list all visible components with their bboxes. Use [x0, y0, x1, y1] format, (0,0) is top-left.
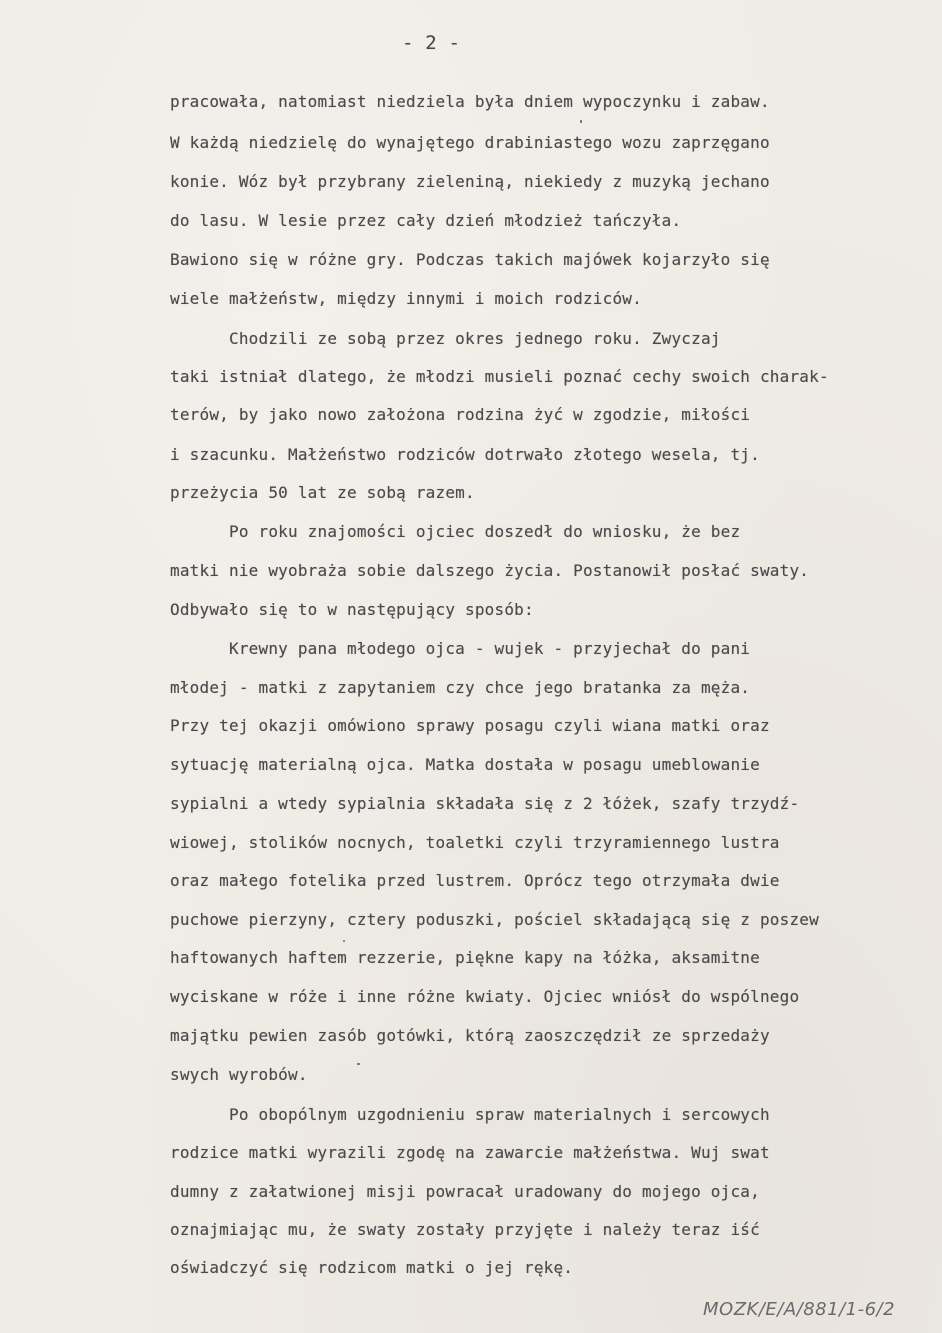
text-line: W każdą niedzielę do wynajętego drabiniastego wozu zaprzęgano [170, 133, 770, 152]
text-line: sypialni a wtedy sypialnia składała się z 2 łóżek, szafy trzydź- [170, 794, 800, 813]
text-line: wiele małżeństw, między innymi i moich rodziców. [170, 289, 642, 308]
page-number: - 2 - [402, 32, 461, 54]
archive-reference: MOZK/E/A/881/1-6/2 [703, 1299, 896, 1320]
text-line: majątku pewien zasób gotówki, którą zaoszczędził ze sprzedaży [170, 1026, 770, 1045]
text-line: terów, by jako nowo założona rodzina żyć w zgodzie, miłości [170, 405, 751, 424]
text-line: i szacunku. Małżeństwo rodziców dotrwało złotego wesela, tj. [170, 445, 760, 464]
text-line: matki nie wyobraża sobie dalszego życia. Postanowił posłać swaty. [170, 561, 810, 580]
text-line: Odbywało się to w następujący sposób: [170, 600, 534, 619]
text-line: Bawiono się w różne gry. Podczas takich majówek kojarzyło się [170, 250, 770, 269]
ink-speck [343, 940, 345, 942]
text-line: Chodzili ze sobą przez okres jednego roku. Zwyczaj [170, 329, 721, 348]
text-line: konie. Wóz był przybrany zieleniną, niekiedy z muzyką jechano [170, 172, 770, 191]
text-line: pracowała, natomiast niedziela była dniem wypoczynku i zabaw. [170, 92, 770, 111]
ink-speck [580, 120, 582, 123]
text-line: swych wyrobów. [170, 1065, 308, 1084]
text-line: sytuację materialną ojca. Matka dostała w posagu umeblowanie [170, 755, 760, 774]
text-line: wiowej, stolików nocnych, toaletki czyli trzyramiennego lustra [170, 833, 780, 852]
text-line: Po obopólnym uzgodnieniu spraw materialnych i sercowych [170, 1105, 770, 1124]
text-line: taki istniał dlatego, że młodzi musieli poznać cechy swoich charak- [170, 367, 829, 386]
text-line: haftowanych haftem rezzerie, piękne kapy na łóżka, aksamitne [170, 948, 760, 967]
text-line: Przy tej okazji omówiono sprawy posagu czyli wiana matki oraz [170, 716, 770, 735]
text-line: dumny z załatwionej misji powracał uradowany do mojego ojca, [170, 1182, 760, 1201]
text-line: rodzice matki wyrazili zgodę na zawarcie małżeństwa. Wuj swat [170, 1143, 770, 1162]
text-line: młodej - matki z zapytaniem czy chce jego bratanka za męża. [170, 678, 751, 697]
text-line: oznajmiając mu, że swaty zostały przyjęte i należy teraz iść [170, 1220, 760, 1239]
text-line: Krewny pana młodego ojca - wujek - przyjechał do pani [170, 639, 751, 658]
text-line: Po roku znajomości ojciec doszedł do wniosku, że bez [170, 522, 741, 541]
text-line: oraz małego fotelika przed lustrem. Oprócz tego otrzymała dwie [170, 871, 780, 890]
text-line: przeżycia 50 lat ze sobą razem. [170, 483, 475, 502]
text-line: do lasu. W lesie przez cały dzień młodzież tańczyła. [170, 211, 682, 230]
ink-speck [357, 1063, 360, 1065]
text-line: wyciskane w róże i inne różne kwiaty. Ojciec wniósł do wspólnego [170, 987, 800, 1006]
text-line: oświadczyć się rodzicom matki o jej rękę. [170, 1258, 574, 1277]
text-line: puchowe pierzyny, cztery poduszki, pościel składającą się z poszew [170, 910, 819, 929]
